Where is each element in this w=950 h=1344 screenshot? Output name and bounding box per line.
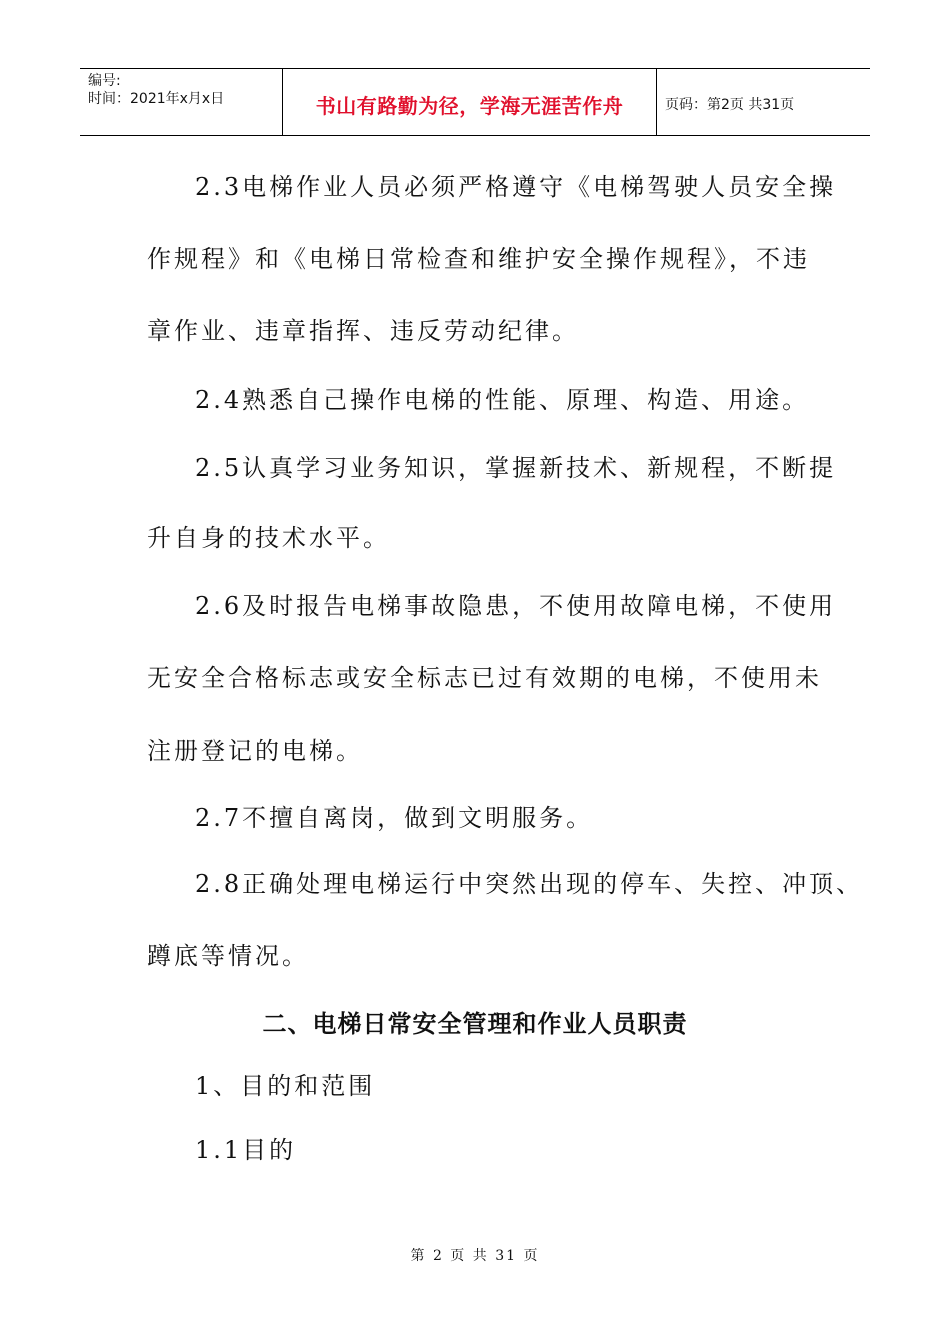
paragraph-2-8-line-2: 蹲底等情况。: [147, 942, 309, 970]
paragraph-2-3-line-1: 2.3电梯作业人员必须严格遵守《电梯驾驶人员安全操: [195, 173, 837, 201]
paragraph-2-3-line-2: 作规程》和《电梯日常检查和维护安全操作规程》，不违: [147, 245, 810, 273]
subheading-purpose-scope: 1、目的和范围: [195, 1072, 376, 1100]
paragraph-2-6-line-3: 注册登记的电梯。: [147, 737, 363, 765]
paragraph-2-5-line-2: 升自身的技术水平。: [147, 524, 390, 552]
section-title: 二、电梯日常安全管理和作业人员职责: [262, 1010, 688, 1038]
header-motto-cell: [283, 69, 657, 135]
header-page-info-cell: [657, 69, 870, 135]
paragraph-2-6-line-1: 2.6及时报告电梯事故隐患，不使用故障电梯，不使用: [195, 592, 837, 620]
paragraph-2-5-line-1: 2.5认真学习业务知识，掌握新技术、新规程，不断提: [195, 454, 837, 482]
subheading-purpose: 1.1目的: [195, 1136, 297, 1164]
paragraph-2-7: 2.7不擅自离岗，做到文明服务。: [195, 804, 594, 832]
paragraph-2-3-line-3: 章作业、违章指挥、违反劳动纪律。: [147, 317, 579, 345]
header-meta: [80, 69, 283, 135]
paragraph-2-6-line-2: 无安全合格标志或安全标志已过有效期的电梯，不使用未: [147, 664, 822, 692]
document-number-label: 编号:: [88, 73, 121, 89]
paragraph-2-4: 2.4熟悉自己操作电梯的性能、原理、构造、用途。: [195, 386, 810, 414]
document-time-label: 时间：2021年x月x日: [88, 91, 225, 107]
page-header: [80, 68, 870, 136]
header-motto: 书山有路勤为径，学海无涯苦作舟: [315, 93, 624, 118]
page-footer: 第 2 页 共 31 页: [410, 1248, 540, 1264]
paragraph-2-8-line-1: 2.8正确处理电梯运行中突然出现的停车、失控、冲顶、: [195, 870, 864, 898]
header-page-info: 页码：第2页 共31页: [665, 97, 795, 113]
